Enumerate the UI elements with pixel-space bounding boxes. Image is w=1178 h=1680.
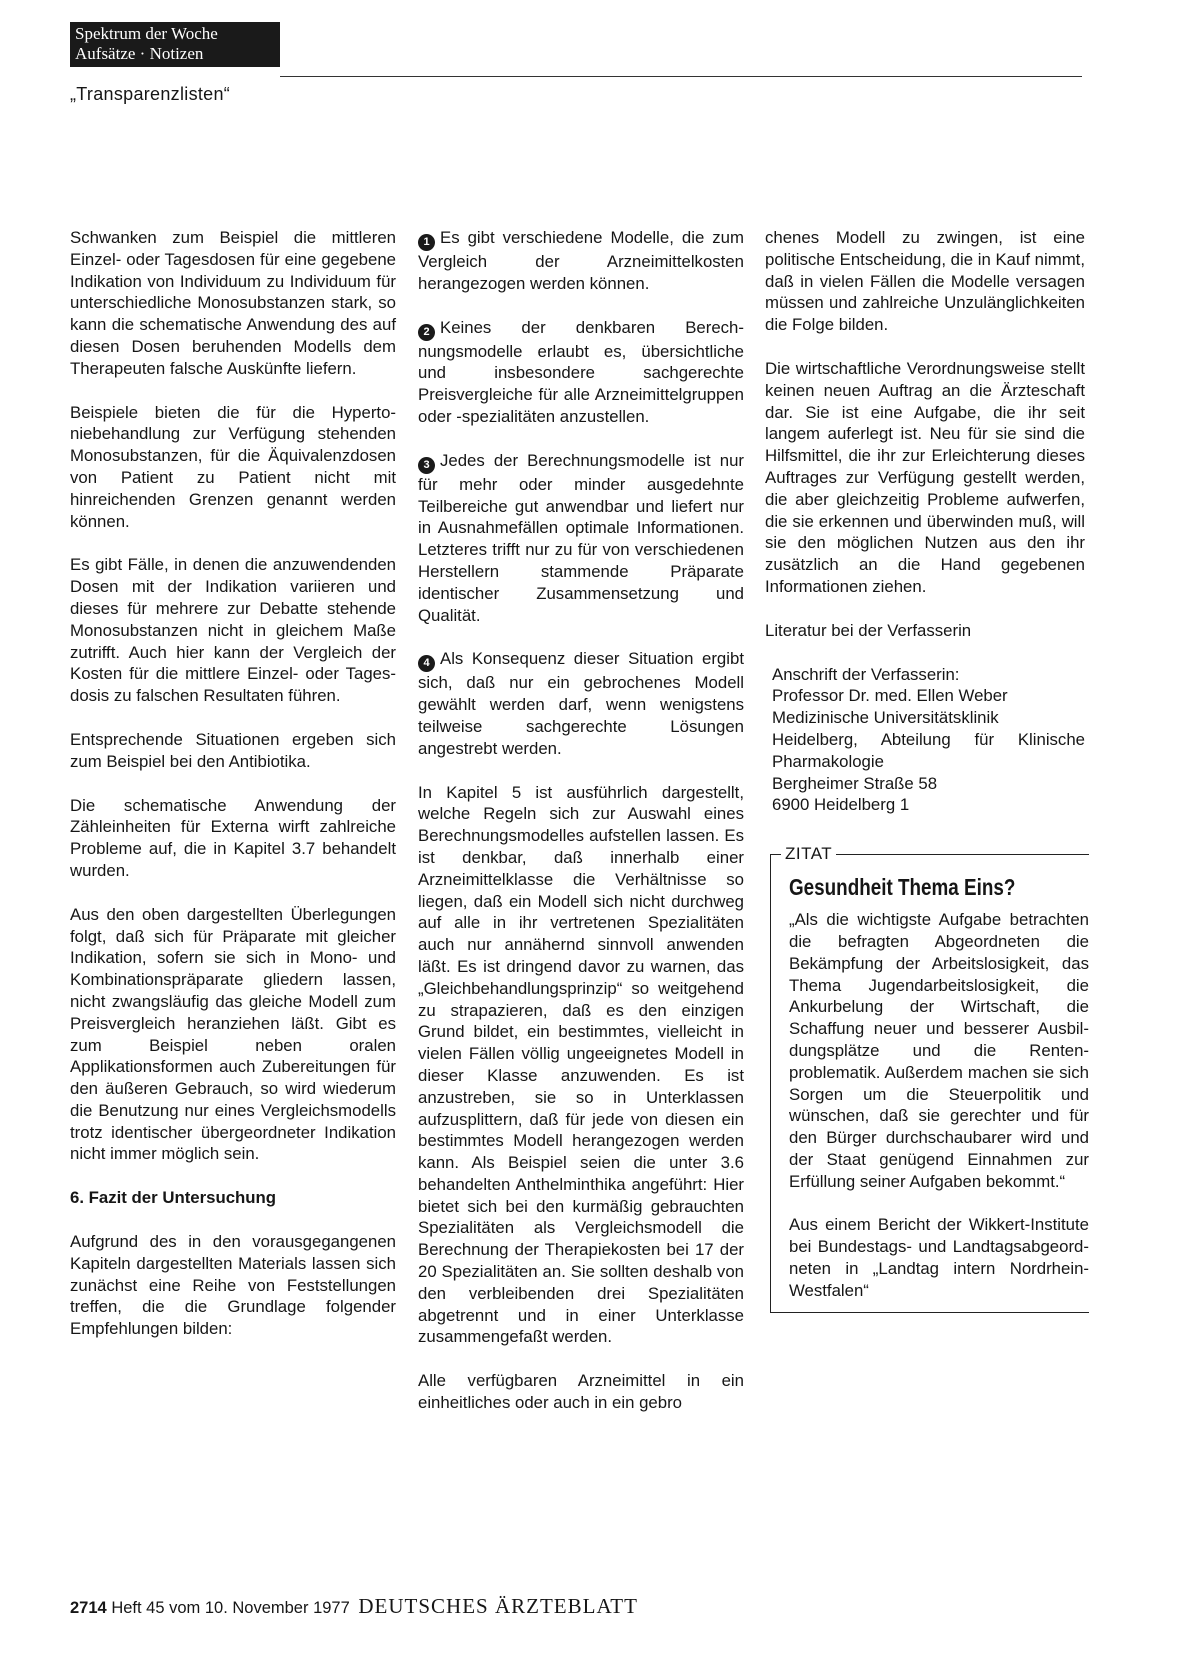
quote-source: Aus einem Bericht der Wikkert-Institute bei Bundestags- und Landtagsabgeordneten in „Landtag intern Nordrhein-Westfalen“ bbox=[789, 1215, 1089, 1300]
number-badge: 2 bbox=[418, 324, 435, 341]
author-address bbox=[772, 664, 1085, 817]
header-line-1: Spektrum der Woche bbox=[75, 24, 218, 43]
address-line: Heidelberg, Abteilung für Klinische Pharmakologie bbox=[772, 729, 1085, 771]
column-1 bbox=[70, 227, 396, 1362]
header-line-2: Aufsätze · Notizen bbox=[75, 44, 204, 63]
column-3 bbox=[765, 227, 1089, 1313]
paragraph: Alle verfügbaren Arzneimittel in ein einheitliches oder auch in ein gebro bbox=[418, 1371, 744, 1413]
issue-info: Heft 45 vom 10. November 1977 bbox=[111, 1599, 350, 1617]
item-text: Keines der denkbaren Berechnungsmodelle erlaubt es, übersichtliche und insbesondere sachgerechte Preisvergleiche für alle Arzneimittelgruppen oder -spezialitäten anzustellen. bbox=[418, 317, 744, 426]
page-number: 2714 bbox=[70, 1599, 107, 1617]
address-line: Bergheimer Straße 58 bbox=[772, 773, 938, 793]
paragraph: Es gibt Fälle, in denen die anzuwendenden Dosen mit der Indikation variieren und dieses für mehrere zur Debatte stehende Monosubstanzen nicht in gleichem Maße zutrifft. Auch hier kann der Vergleich der Kosten für die mittlere Einzel- oder Tagesdosis zu falschen Resultaten führen. bbox=[70, 555, 396, 706]
number-badge: 1 bbox=[418, 234, 435, 251]
quote-label: ZITAT bbox=[781, 843, 836, 865]
numbered-item bbox=[418, 450, 744, 627]
paragraph: Entsprechende Situationen ergeben sich zum Beispiel bei den Antibiotika. bbox=[70, 729, 396, 771]
paragraph: Die schematische Anwendung der Zähleinheiten für Externa wirft zahlreiche Probleme auf, die in Kapitel 3.7 behandelt wurden. bbox=[70, 795, 396, 880]
number-badge: 4 bbox=[418, 655, 435, 672]
address-line: Medizinische Universitätsklinik bbox=[772, 708, 999, 728]
subheading: 6. Fazit der Untersuchung bbox=[70, 1188, 277, 1208]
paragraph: Die wirtschaftliche Verordnungsweise stellt keinen neuen Auftrag an die Ärzteschaft dar. Sie ist eine Aufgabe, die ihr seit langem auferlegt ist. Neu für sie sind die Hilfsmittel, die ihr zur Erleichterung dieses Auftrages zur Verfügung gestellt werden, die aber gleichzeitig Probleme aufwerfen, die sie erkennen und überwinden muß, will sie den möglichen Nutzen aus den ihr zusätzlich an die Hand gegebenen Informationen ziehen. bbox=[765, 358, 1085, 596]
quote-text: „Als die wichtigste Aufgabe betrachten die befragten Abgeordneten die Bekämpfung der Arbeitslosigkeit, das Thema Jugendarbeitslosigkeit, die Ankurbelung der Wirtschaft, die Schaffung neuer und besserer Ausbildungsplätze und die Rentenproblematik. Außerdem machen sie sich Sorgen um die Steuerpolitik und wünschen, daß sie gerechter und für den Bürger durchschaubarer wird und der Staat genügend Einnahmen zur Erfüllung seiner Aufgaben bekommt.“ bbox=[789, 910, 1089, 1191]
numbered-item bbox=[418, 317, 744, 428]
paragraph: Aufgrund des in den vorausgegangenen Kapiteln dargestellten Materials lassen sich zunächst eine Reihe von Feststellungen treffen, die die Grundlage folgender Empfehlungen bilden: bbox=[70, 1232, 396, 1339]
paragraph: chenes Modell zu zwingen, ist eine politische Entscheidung, die in Kauf nimmt, daß in vielen Fällen die Modelle versagen müssen und zahlreiche Unzulänglichkeiten die Folge bilden. bbox=[765, 228, 1085, 335]
paragraph: Schwanken zum Beispiel die mittleren Einzel- oder Tagesdosen für eine gegebene Indikation von Individuum zu Individuum für unterschiedliche Monosubstanzen stark, so kann die schematische Anwendung des auf diesen Dosen beruhenden Modells dem Therapeuten falsche Auskünfte liefern. bbox=[70, 228, 396, 378]
page-footer bbox=[70, 1594, 638, 1619]
address-line: 6900 Heidelberg 1 bbox=[772, 795, 910, 815]
column-2 bbox=[418, 227, 744, 1436]
address-line: Professor Dr. med. Ellen Weber bbox=[772, 686, 1008, 706]
address-line: Anschrift der Verfasserin: bbox=[772, 664, 960, 684]
numbered-item bbox=[418, 227, 744, 295]
journal-name: DEUTSCHES ÄRZTEBLATT bbox=[358, 1594, 638, 1618]
section-header-box bbox=[70, 22, 280, 67]
item-text: Als Konsequenz dieser Situation ergibt sich, daß nur ein gebrochenes Modell gewählt werden darf, wenn wenigstens teilweise sachgerechte Lösungen angestrebt werden. bbox=[418, 649, 744, 758]
quote-title: Gesundheit Thema Eins? bbox=[789, 874, 1016, 901]
number-badge: 3 bbox=[418, 457, 435, 474]
paragraph: Aus den oben dargestellten Überlegungen folgt, daß sich für Präparate mit gleicher Indikation, sofern sie sich in Mono- und Kombinationspräparate gliedern lassen, nicht zwangsläufig das gleiche Modell zum Preisvergleich heranziehen läßt. Gibt es zum Beispiel neben oralen Applikationsformen auch Zubereitungen für den äußeren Gebrauch, so wird wiederum die Benutzung nur eines Vergleichsmodells trotz identischer übergeordneter Indikation nicht immer möglich sein. bbox=[70, 904, 396, 1164]
header-rule bbox=[280, 76, 1082, 77]
quote-box bbox=[770, 844, 1089, 1313]
item-text: Jedes der Berechnungsmodelle ist nur für mehr oder minder ausgedehnte Teilbereiche gut anwendbar und liefert nur in Ausnahmefällen optimale Informationen. Letzteres trifft nur zu für von verschiedenen Herstellern stammende Präparate identischer Zusammensetzung und Qualität. bbox=[418, 450, 744, 625]
literature-note: Literatur bei der Verfasserin bbox=[765, 620, 972, 640]
numbered-item bbox=[418, 648, 744, 759]
paragraph: Beispiele bieten die für die Hypertoniebehandlung zur Verfügung stehenden Monosubstanzen, für die Äquivalenzdosen von Patient zu Patient nicht mit hinreichenden Grenzen genannt werden können. bbox=[70, 402, 396, 531]
paragraph: In Kapitel 5 ist ausführlich dargestellt, welche Regeln sich zur Auswahl eines Berechnungsmodelles aufstellen lassen. Es ist denkbar, daß innerhalb einer Arzneimittelklasse die Verhältnisse so liegen, daß ein Modell sich nicht durchweg auf alle in ihr vertretenen Spezialitäten auch nur annähernd sinnvoll anwenden läßt. Es ist dringend davor zu warnen, das „Gleichbehandlungsprinzip“ so weitgehend zu strapazieren, daß es den einzigen Grund bildet, ein bestimmtes, vielleicht in vielen Fällen völlig ungeeignetes Modell in dieser Klasse anzuwenden. Es ist anzustreben, sie so in Unterklassen aufzusplittern, daß für jede von diesen ein bestimmtes Modell herangezogen werden kann. Als Beispiel seien die unter 3.6 behandelten Anthelminthika angeführt: Hier bietet sich bei den kurmäßig gebrauchten Spezialitäten als Vergleichsmodell die Berechnung der Therapiekosten bei 17 der 20 Spezialitäten an. Sie sollten deshalb von den verbleibenden drei Spezialitäten abgetrennt und in einer Unterklasse zusammengefaßt werden. bbox=[418, 782, 744, 1347]
item-text: Es gibt verschiedene Modelle, die zum Vergleich der Arzneimittelkosten herangezogen werden können. bbox=[418, 228, 744, 293]
section-title: „Transparenzlisten“ bbox=[70, 84, 231, 104]
